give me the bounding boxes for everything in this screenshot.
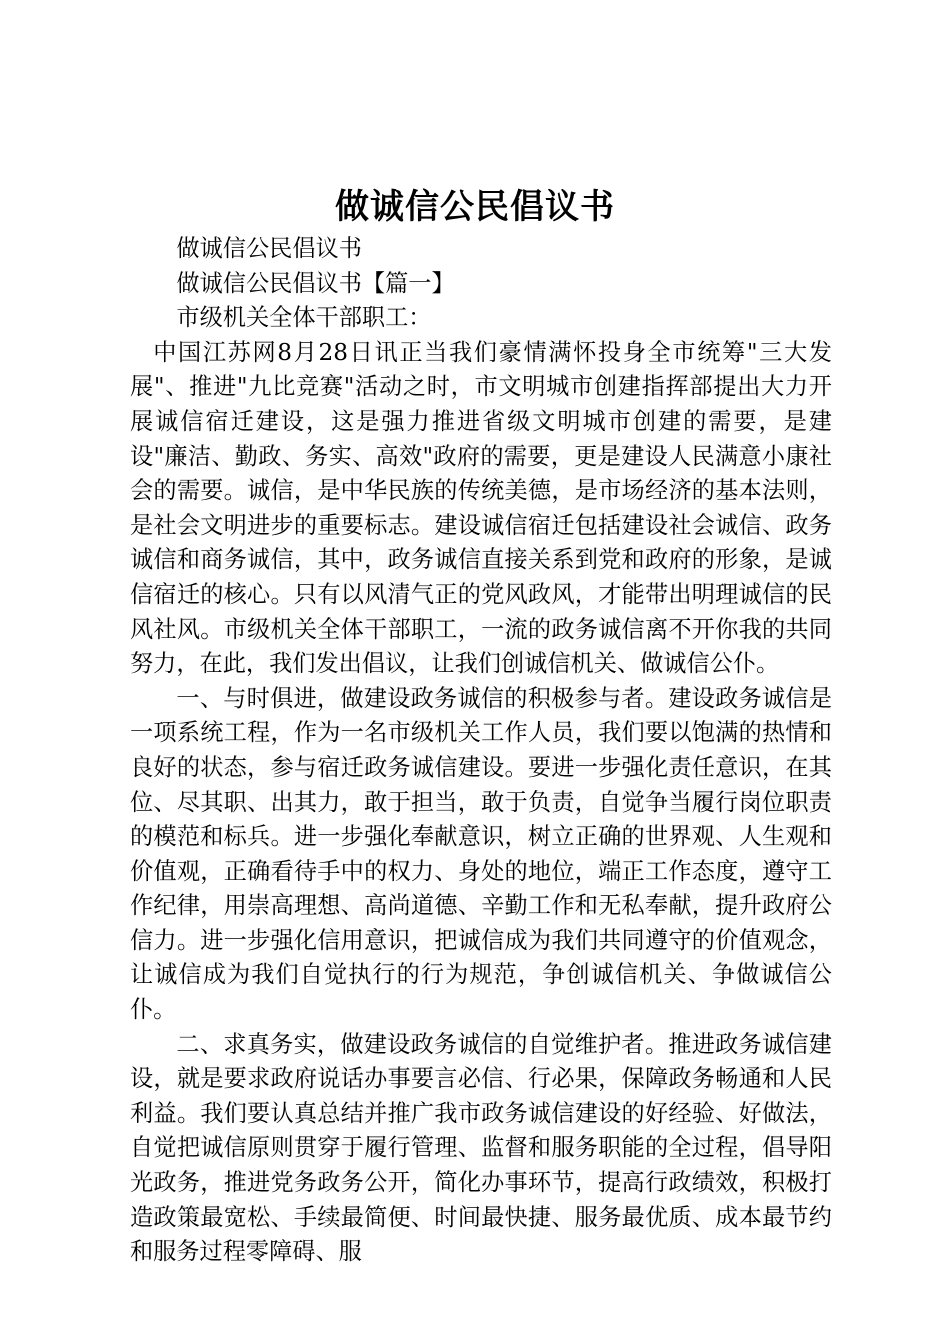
document-body [130, 232, 832, 1270]
body-paragraph: 中国江苏网8月28日讯正当我们豪情满怀投身全市统筹"三大发展"、推进"九比竞赛"活动之时，市文明城市创建指挥部提出大力开展诚信宿迁建设，这是强力推进省级文明城市创建的需要，是建设"廉洁、勤政、务实、高效"政府的需要，更是建设人民满意小康社会的需要。诚信，是中华民族的传统美德，是市场经济的基本法则，是社会文明进步的重要标志。建设诚信宿迁包括建设社会诚信、政务诚信和商务诚信，其中，政务诚信直接关系到党和政府的形象，是诚信宿迁的核心。只有以风清气正的党风政风，才能带出明理诚信的民风社风。市级机关全体干部职工，一流的政务诚信离不开你我的共同努力，在此，我们发出倡议，让我们创诚信机关、做诚信公仆。 [130, 338, 832, 678]
section-heading: 做诚信公民倡议书【篇一】 [176, 269, 455, 297]
subtitle-line: 做诚信公民倡议书 [176, 235, 362, 262]
salutation: 市级机关全体干部职工： [176, 304, 432, 332]
body-paragraph: 一、与时俱进，做建设政务诚信的积极参与者。建设政务诚信是一项系统工程，作为一名市级机关工作人员，我们要以饱满的热情和良好的状态，参与宿迁政务诚信建设。要进一步强化责任意识，在其位、尽其职、出其力，敢于担当，敢于负责，自觉争当履行岗位职责的模范和标兵。进一步强化奉献意识，树立正确的世界观、人生观和价值观，正确看待手中的权力、身处的地位，端正工作态度，遵守工作纪律，用崇高理想、高尚道德、辛勤工作和无私奉献，提升政府公信力。进一步强化信用意识，把诚信成为我们共同遵守的价值观念，让诚信成为我们自觉执行的行为规范，争创诚信机关、争做诚信公仆。 [130, 684, 832, 1024]
document-title: 做诚信公民倡议书 [335, 187, 615, 227]
body-paragraph: 二、求真务实，做建设政务诚信的自觉维护者。推进政务诚信建设，就是要求政府说话办事要言必信、行必果，保障政务畅通和人民利益。我们要认真总结并推广我市政务诚信建设的好经验、好做法，自觉把诚信原则贯穿于履行管理、监督和服务职能的全过程，倡导阳光政务，推进党务政务公开，简化办事环节，提高行政绩效，积极打造政策最宽松、手续最简便、时间最快捷、服务最优质、成本最节约和服务过程零障碍、服 [130, 1030, 832, 1266]
